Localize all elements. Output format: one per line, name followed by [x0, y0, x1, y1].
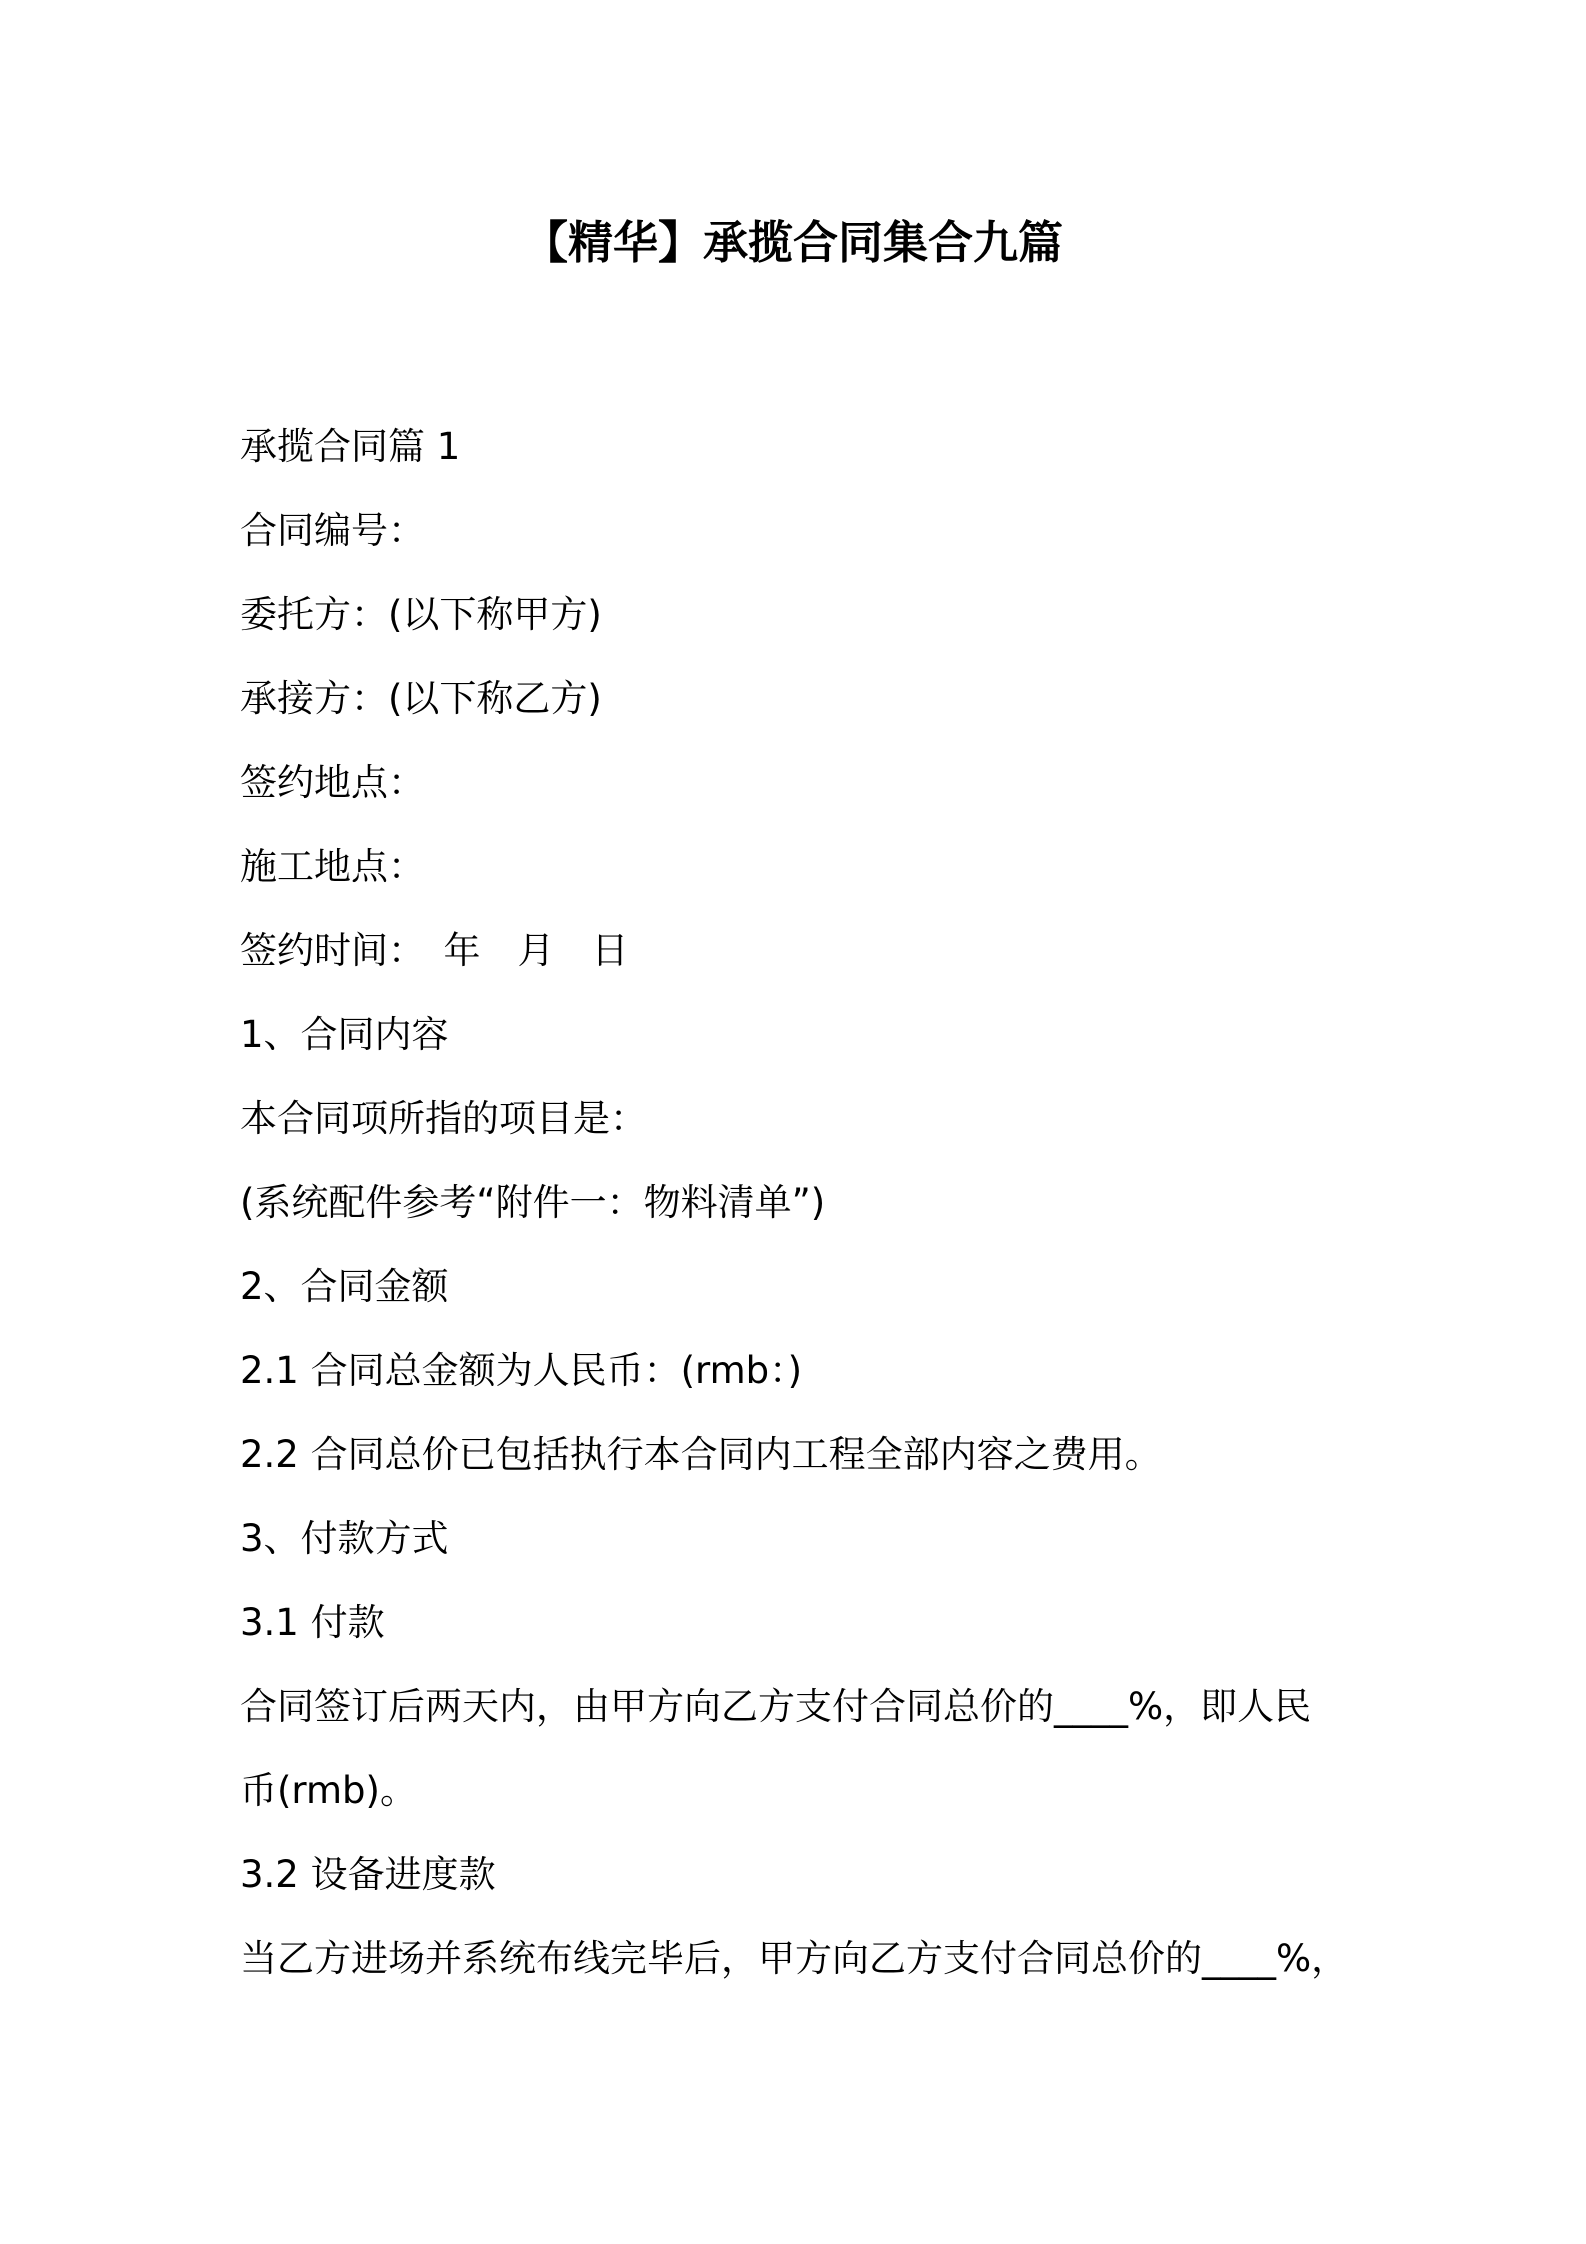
document-title: 【精华】承揽合同集合九篇 [522, 216, 1063, 269]
section-heading: 承揽合同篇 1 [240, 425, 461, 468]
clause-heading: 1、合同内容 [240, 1013, 449, 1056]
paragraph-line: 本合同项所指的项目是： [240, 1097, 647, 1140]
contract-number-field: 合同编号： [240, 509, 425, 552]
construction-site-field: 施工地点： [240, 845, 425, 888]
paragraph-line: 2.2 合同总价已包括执行本合同内工程全部内容之费用。 [240, 1433, 1162, 1476]
signing-place-field: 签约地点： [240, 761, 425, 804]
subclause-heading: 3.2 设备进度款 [240, 1853, 496, 1896]
paragraph-line: (系统配件参考“附件一：物料清单”) [240, 1181, 826, 1224]
subclause-heading: 3.1 付款 [240, 1601, 385, 1644]
client-party-field: 委托方：(以下称甲方) [240, 593, 602, 636]
clause-heading: 2、合同金额 [240, 1265, 449, 1308]
paragraph-line: 当乙方进场并系统布线完毕后，甲方向乙方支付合同总价的____%， [240, 1937, 1349, 1980]
paragraph-line: 2.1 合同总金额为人民币：(rmb：) [240, 1349, 803, 1392]
contractor-party-field: 承接方：(以下称乙方) [240, 677, 602, 720]
signing-date-field: 签约时间： 年 月 日 [240, 929, 629, 972]
paragraph-line: 合同签订后两天内，由甲方向乙方支付合同总价的____%，即人民 [240, 1685, 1312, 1728]
document-body [240, 405, 1360, 2001]
paragraph-line: 币(rmb)。 [240, 1769, 417, 1812]
clause-heading: 3、付款方式 [240, 1517, 449, 1560]
